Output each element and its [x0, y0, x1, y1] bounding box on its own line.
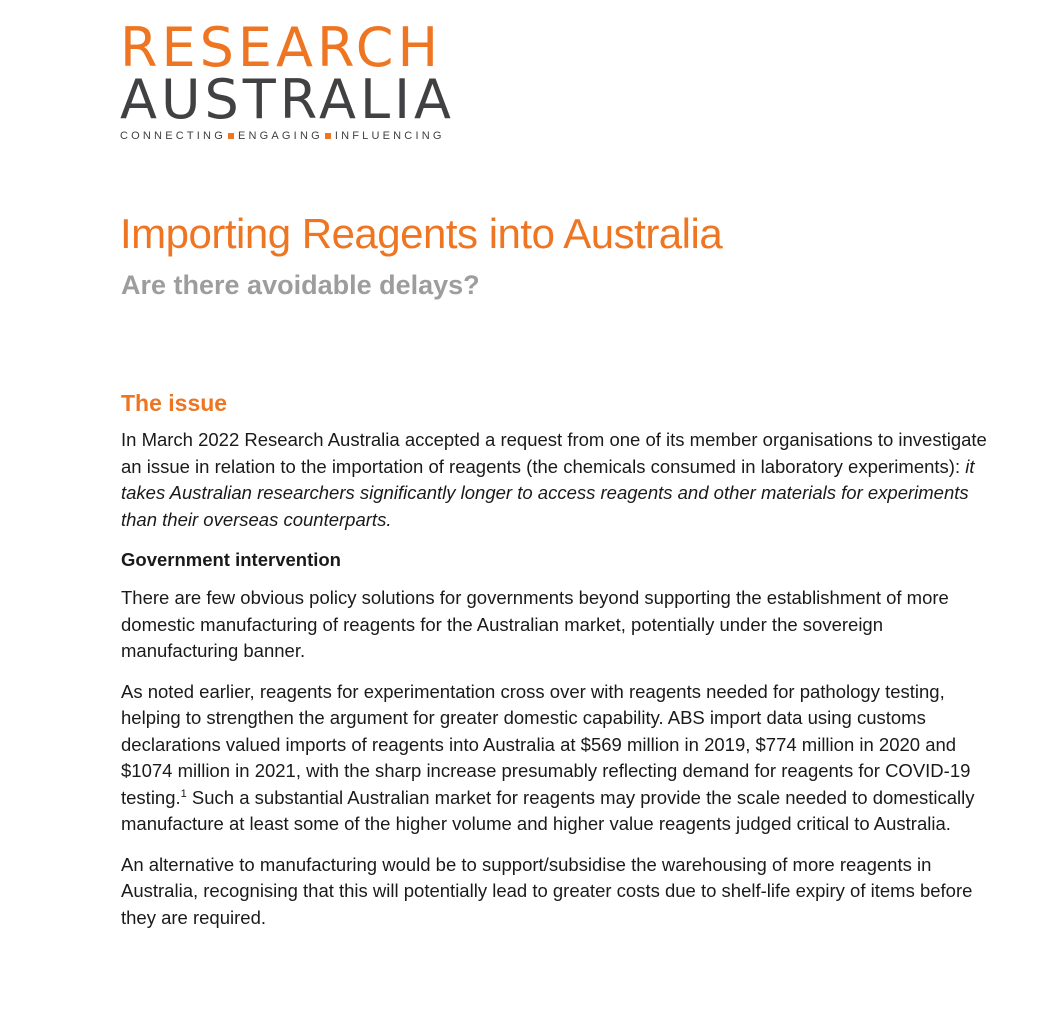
abs-text-after-footnote: Such a substantial Australian market for reagents may provide the scale needed to domestically manufacture at least some of the higher volume and higher value reagents judged critical to Australia. — [121, 786, 975, 834]
paragraph-abs-import-data — [121, 679, 991, 838]
tagline-separator-icon — [325, 133, 331, 139]
paragraph-warehousing: An alternative to manufacturing would be to support/subsidise the warehousing of more reagents in Australia, recognising that this will potentially lead to greater costs due to shelf-life expiry of items before they are required. — [121, 853, 973, 928]
tagline-separator-icon — [228, 133, 234, 139]
logo-word-australia: AUSTRALIA — [120, 68, 455, 131]
tagline-influencing: INFLUENCING — [334, 130, 445, 142]
intro-paragraph — [121, 427, 991, 533]
intro-italic-text: it takes Australian researchers significantly longer to access reagents and other materials for experiments than their overseas counterparts. — [121, 455, 975, 530]
tagline-engaging: ENGAGING — [237, 130, 323, 142]
document-body — [121, 390, 991, 945]
abs-text-before-footnote: As noted earlier, reagents for experimentation cross over with reagents needed for pathology testing, helping to strengthen the argument for greater domestic capability. ABS import data using customs declarations valued imports of reagents into Australia at $569 million in 2019, $774 million in 2020 and $1074 million in 2021, with the sharp increase presumably reflecting demand for reagents for COVID-19 testing. — [121, 680, 971, 808]
research-australia-logo — [120, 16, 480, 142]
subheading-government-intervention: Government intervention — [121, 549, 341, 570]
logo-tagline — [120, 130, 480, 142]
intro-text: In March 2022 Research Australia accepted a request from one of its member organisations to investigate an issue in relation to the importation of reagents (the chemicals consumed in laboratory experiments): — [121, 429, 987, 477]
tagline-connecting: CONNECTING — [120, 130, 226, 142]
section-heading-the-issue: The issue — [121, 390, 228, 416]
paragraph-policy-solutions: There are few obvious policy solutions for governments beyond supporting the establishment of more domestic manufacturing of reagents for the Australian market, potentially under the sovereign manufacturing banner. — [121, 587, 949, 661]
document-title: Importing Reagents into Australia — [120, 210, 723, 257]
logo-word-research: RESEARCH — [120, 16, 443, 79]
document-subtitle: Are there avoidable delays? — [121, 270, 480, 300]
footnote-reference[interactable]: 1 — [180, 787, 187, 800]
